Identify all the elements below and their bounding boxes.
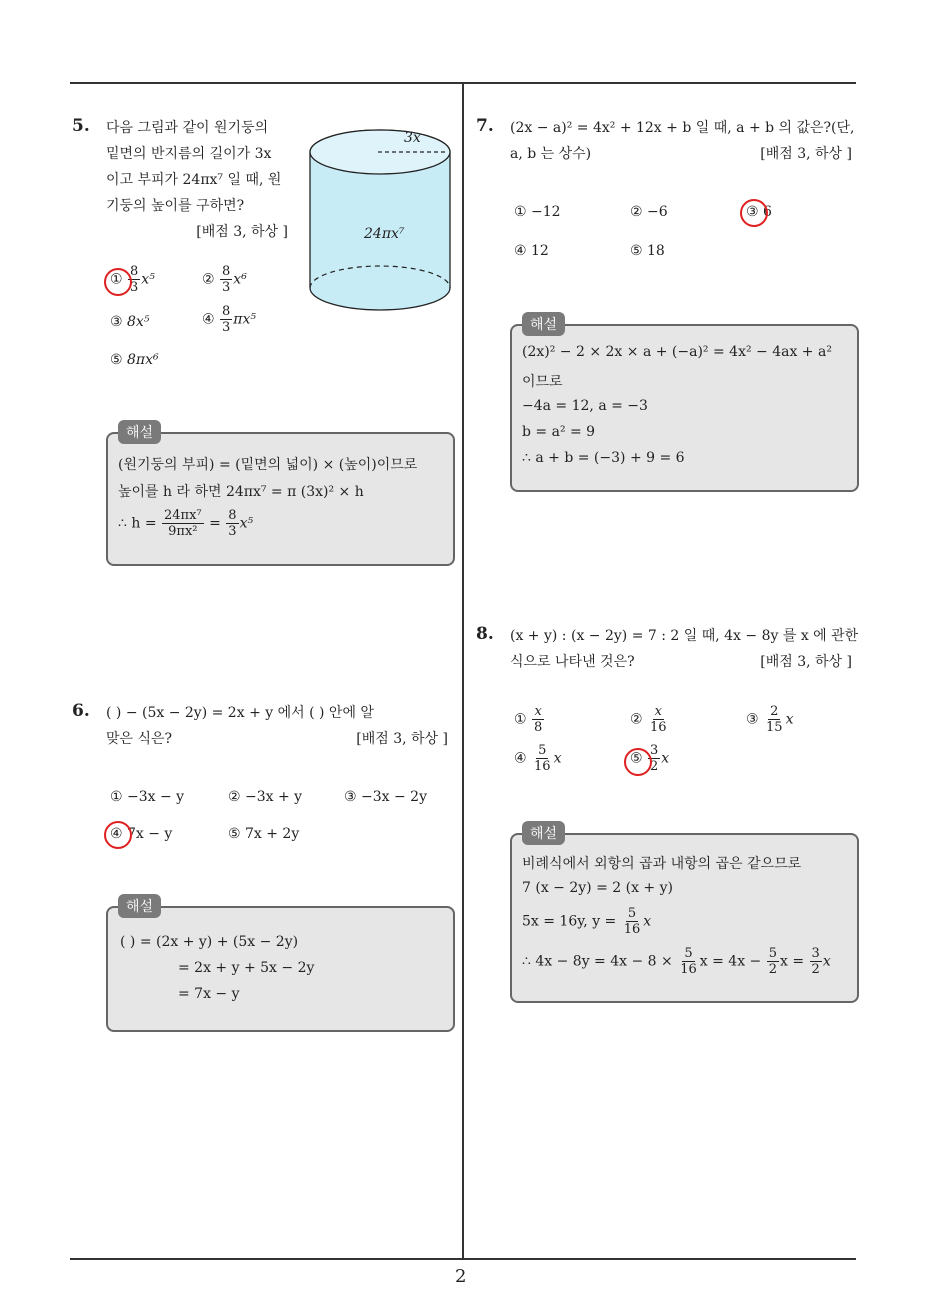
fraction [220,264,232,295]
q8-solution-line-2: 7 (x − 2y) = 2 (x + y) [522,880,673,896]
q5-choice-4-mark: ④ [202,311,215,328]
q8-score: [배점 3, 하상 ] [760,654,852,670]
q6-score: [배점 3, 하상 ] [356,731,448,747]
column-divider [462,82,464,1260]
answer-circle-q5 [104,268,132,296]
denominator: 16 [650,720,667,735]
q5-choice-3-value: 8x⁵ [127,314,150,330]
q7-line-2-wrap [510,141,856,167]
q8-solution-line-4 [522,946,831,977]
result-tail: x⁵ [239,515,254,532]
q8-choice-4-mark: ④ [514,750,527,767]
q8-sol-l3-pre: 5x = 16y, y = [522,913,617,930]
fraction [532,704,544,735]
cylinder-figure [300,118,460,328]
denominator: 16 [534,759,551,774]
q8-choice-2-mark: ② [630,711,643,728]
numerator: 5 [538,743,547,758]
q7-line-2: a, b 는 상수) [510,146,592,162]
q5-choice-3[interactable] [110,312,149,332]
fraction [678,946,699,977]
denominator: 9πx² [168,524,198,539]
q5-text [106,115,296,245]
numerator: 8 [228,508,237,523]
fraction [226,508,238,539]
fraction [220,304,232,335]
q6-choice-4[interactable]: ④ 7x − y [110,826,173,842]
q8-solution-line-1: 비례식에서 외항의 곱과 내항의 곱은 같으므로 [522,856,802,872]
numerator: 8 [222,264,231,279]
q5-line-4: 기둥의 높이를 구하면? [106,198,245,214]
q5-choice-4[interactable] [202,304,256,335]
q8-choice-2[interactable] [630,704,670,735]
numerator: 5 [684,946,693,961]
cylinder-radius-label: 3x [404,130,421,146]
q5-solution-tag: 해설 [118,420,161,444]
q5-solution-line-1: (원기둥의 부피) = (밑면의 넓이) × (높이)이므로 [118,457,418,473]
q5-choice-1-mark: ① [110,271,123,288]
q7-solution-line-3: −4a = 12, a = −3 [522,398,648,414]
denominator: 16 [680,962,697,977]
q7-choice-1[interactable]: ① −12 [514,204,561,220]
q8-sol-l4-mid2: x = [780,953,805,970]
q6-line-1: ( ) − (5x − 2y) = 2x + y 에서 ( ) 안에 알 [106,705,374,721]
fraction [648,704,669,735]
q8-choice-3-tail: x [785,711,794,728]
numerator: 8 [222,304,231,319]
numerator: 3 [650,743,659,758]
q6-choice-5[interactable]: ⑤ 7x + 2y [228,826,300,842]
equals: = [209,515,221,532]
numerator: x [534,704,542,719]
denominator: 2 [811,962,820,977]
q5-choice-5-mark: ⑤ [110,352,123,368]
q5-choice-3-text: ③ [110,314,123,330]
denominator: 3 [222,320,231,335]
fraction [162,508,204,539]
q8-sol-l4-tail: x [822,953,831,970]
q5-number: 5. [72,116,90,136]
q7-solution-line-4: b = a² = 9 [522,424,596,440]
q8-choice-1[interactable] [514,704,545,735]
q6-solution-line-3: = 7x − y [178,986,240,1002]
numerator: 8 [130,264,139,279]
q8-sol-l4-pre: ∴ 4x − 8y = 4x − 8 × [522,953,673,970]
fraction [767,946,779,977]
q5-choice-2-mark: ② [202,271,215,288]
q5-choice-1-tail: x⁵ [141,271,155,288]
q8-text [510,623,859,675]
denominator: 3 [130,280,139,295]
q8-line-2: 식으로 나타낸 것은? [510,654,635,670]
denominator: 3 [222,280,231,295]
q7-choice-2[interactable]: ② −6 [630,204,668,220]
fraction [622,906,643,937]
q8-number: 8. [476,624,494,644]
q5-line-2: 밑면의 반지름의 길이가 3x [106,146,272,162]
q5-choice-2-tail: x⁶ [233,271,247,288]
q7-solution-line-5: ∴ a + b = (−3) + 9 = 6 [522,450,685,466]
q8-line-2-wrap [510,649,856,675]
q6-line-2: 맞은 식은? [106,731,173,747]
q6-solution-line-1: ( ) = (2x + y) + (5x − 2y) [120,934,299,950]
q7-solution-tag: 해설 [522,312,565,336]
q8-line-1: (x + y) : (x − 2y) = 7 : 2 일 때, 4x − 8y 를 x 에 관한 [510,628,859,644]
fraction [810,946,822,977]
page-number: 2 [455,1266,467,1287]
q7-choice-3[interactable]: ③ 6 [746,204,772,220]
numerator: 5 [768,946,778,961]
q5-choice-4-tail: πx⁵ [233,311,257,328]
answer-circle-q7 [740,199,768,227]
numerator: 24πx⁷ [164,508,202,523]
q8-choice-4[interactable] [514,743,561,774]
q7-choice-5[interactable]: ⑤ 18 [630,243,665,259]
numerator: 5 [627,906,637,921]
bottom-rule [70,1258,856,1260]
q6-solution-tag: 해설 [118,894,161,918]
q5-line-1: 다음 그림과 같이 원기둥의 [106,120,269,136]
q7-line-1: (2x − a)² = 4x² + 12x + b 일 때, a + b 의 값은?(단, [510,120,855,136]
denominator: 2 [768,962,778,977]
q7-number: 7. [476,116,494,136]
numerator: 2 [770,704,779,719]
q8-sol-l3-tail: x [643,913,652,930]
q6-number: 6. [72,701,90,721]
q6-choice-3[interactable]: ③ −3x − 2y [344,789,427,805]
q8-choice-3[interactable] [746,704,793,735]
q7-text [510,115,856,167]
answer-circle-q8 [624,748,652,776]
q6-line-2-wrap [106,726,452,752]
q8-choice-5-mark: ⑤ [630,750,643,767]
q5-choice-2[interactable] [202,264,247,295]
denominator: 15 [766,720,783,735]
denominator: 16 [623,922,641,937]
q8-choice-4-tail: x [553,750,562,767]
fraction [532,743,553,774]
q5-choice-5[interactable] [110,350,159,370]
denominator: 2 [650,759,659,774]
fraction [764,704,785,735]
q5-solution-line-3 [118,508,253,539]
therefore-h: ∴ h = [118,515,157,532]
q5-score: [배점 3, 하상 ] [196,224,288,240]
answer-circle-q6 [104,821,132,849]
q8-solution-tag: 해설 [522,821,565,845]
q5-solution-line-2: 높이를 h 라 하면 24πx⁷ = π (3x)² × h [118,484,364,500]
q5-choice-5-value: 8πx⁶ [127,352,159,368]
q6-solution-line-2: = 2x + y + 5x − 2y [178,960,315,976]
q6-choice-2[interactable]: ② −3x + y [228,789,303,805]
q8-sol-l4-mid: x = 4x − [699,953,762,970]
numerator: x [654,704,662,719]
numerator: 3 [811,946,820,961]
q8-choice-5-tail: x [661,750,670,767]
q7-score: [배점 3, 하상 ] [760,146,852,162]
q7-solution-line-2: 이므로 [522,374,563,390]
cylinder-volume-label: 24πx⁷ [364,226,405,242]
q8-choice-1-mark: ① [514,711,527,728]
q8-choice-3-mark: ③ [746,711,759,728]
denominator: 8 [534,720,543,735]
q8-solution-line-3 [522,906,651,937]
q6-text [106,700,452,752]
q7-choice-4[interactable]: ④ 12 [514,243,549,259]
q7-solution-line-1: (2x)² − 2 × 2x × a + (−a)² = 4x² − 4ax + a² [522,344,832,360]
q5-line-3: 이고 부피가 24πx⁷ 일 때, 원 [106,172,282,188]
denominator: 3 [228,524,237,539]
q6-choice-1[interactable]: ① −3x − y [110,789,185,805]
